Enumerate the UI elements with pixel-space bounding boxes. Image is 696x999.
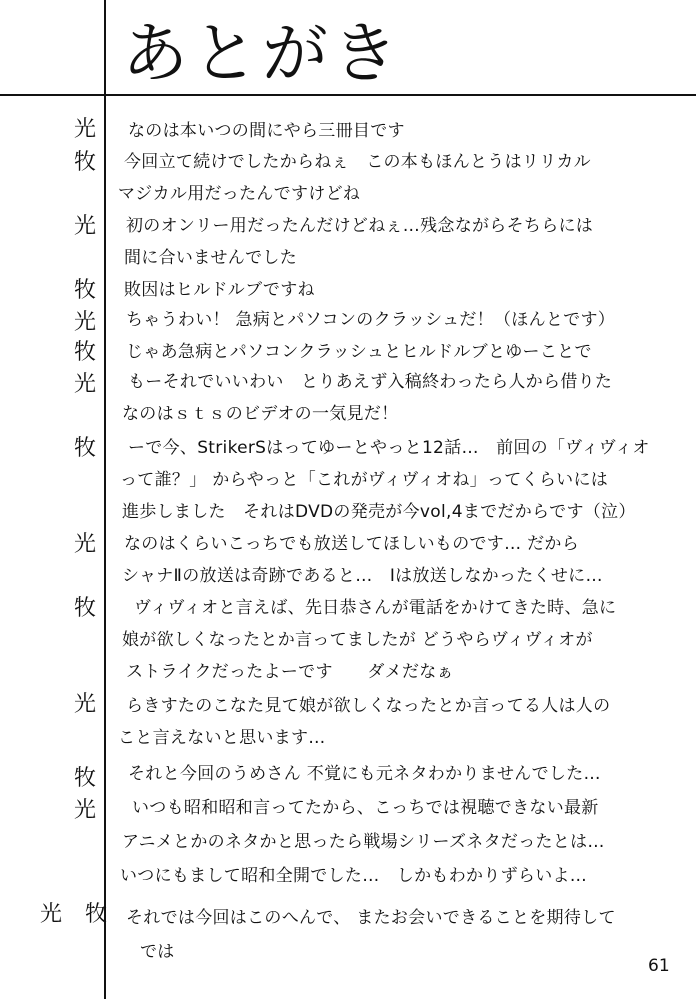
dialogue-line: 初のオンリー用だったんだけどねぇ…残念ながらそちらには xyxy=(126,216,594,236)
dialogue-line: 娘が欲しくなったとか言ってましたが どうやらヴィヴィオが xyxy=(122,630,593,650)
dialogue-line: なのはくらいこっちでも放送してほしいものです… だから xyxy=(124,534,579,554)
dialogue-line: いつにもまして昭和全開でした… しかもわかりずらいよ… xyxy=(120,866,588,886)
dialogue-line: 敗因はヒルドルブですね xyxy=(124,280,315,300)
horizontal-rule xyxy=(0,94,696,96)
page-number: 61 xyxy=(648,956,670,976)
speaker-label: 光 xyxy=(74,532,97,557)
speaker-label: 光 xyxy=(74,117,97,142)
speaker-label: 牧 xyxy=(74,340,97,365)
dialogue-line: ヴィヴィオと言えば、先日恭さんが電話をかけてきた時、急に xyxy=(134,598,617,618)
speaker-label: 光 xyxy=(74,692,97,717)
dialogue-line: じゃあ急病とパソコンクラッシュとヒルドルブとゆーことで xyxy=(126,342,592,362)
speaker-label: 光 xyxy=(74,310,97,335)
vertical-rule xyxy=(104,0,106,999)
dialogue-line: では xyxy=(140,942,175,962)
speaker-label: 光 xyxy=(74,214,97,239)
dialogue-line: それと今回のうめさん 不覚にも元ネタわかりませんでした… xyxy=(128,764,601,784)
dialogue-line: こと言えないと思います… xyxy=(118,728,326,748)
dialogue-line: いつも昭和昭和言ってたから、こっちでは視聴できない最新 xyxy=(132,798,599,818)
dialogue-line: マジカル用だったんですけどね xyxy=(118,184,361,204)
dialogue-line: なのは本いつの間にやら三冊目です xyxy=(128,121,405,141)
dialogue-line: もーそれでいいわい とりあえず入稿終わったら人から借りた xyxy=(128,372,613,392)
speaker-label: 牧 xyxy=(74,278,97,303)
speaker-label: 牧 xyxy=(74,766,97,791)
dialogue-line: シャナⅡの放送は奇跡であると… Ⅰは放送しなかったくせに… xyxy=(122,566,603,586)
dialogue-line: なのはｓｔｓのビデオの一気見だ！ xyxy=(122,404,399,424)
dialogue-line: ちゃうわい！ 急病とパソコンのクラッシュだ！（ほんとです） xyxy=(126,310,616,330)
dialogue-line: って誰？」 からやっと「これがヴィヴィオね」ってくらいには xyxy=(120,470,609,490)
speaker-label: 牧 xyxy=(74,596,97,621)
dialogue-line: アニメとかのネタかと思ったら戦場シリーズネタだったとは… xyxy=(122,832,605,852)
speaker-label: 牧 xyxy=(74,150,97,175)
dialogue-line: らきすたのこなた見て娘が欲しくなったとか言ってる人は人の xyxy=(126,696,611,716)
dialogue-line: 進歩しました それはDVDの発売が今vol,4までだからです（泣） xyxy=(122,502,636,522)
speaker-label: 光 牧 xyxy=(40,902,115,927)
dialogue-line: ストライクだったよーです ダメだなぁ xyxy=(126,662,454,682)
speaker-label: 光 xyxy=(74,372,97,397)
speaker-label: 牧 xyxy=(74,436,97,461)
dialogue-line: それでは今回はこのへんで、 またお会いできることを期待して xyxy=(126,908,616,928)
page-title: あとがき xyxy=(122,15,402,92)
dialogue-line: 今回立て続けでしたからねぇ この本もほんとうはリリカル xyxy=(124,152,591,172)
dialogue-line: ーで今、StrikerSはってゆーとやっと12話… 前回の「ヴィヴィオ xyxy=(128,438,650,458)
speaker-label: 光 xyxy=(74,798,97,823)
dialogue-line: 間に合いませんでした xyxy=(124,248,297,268)
